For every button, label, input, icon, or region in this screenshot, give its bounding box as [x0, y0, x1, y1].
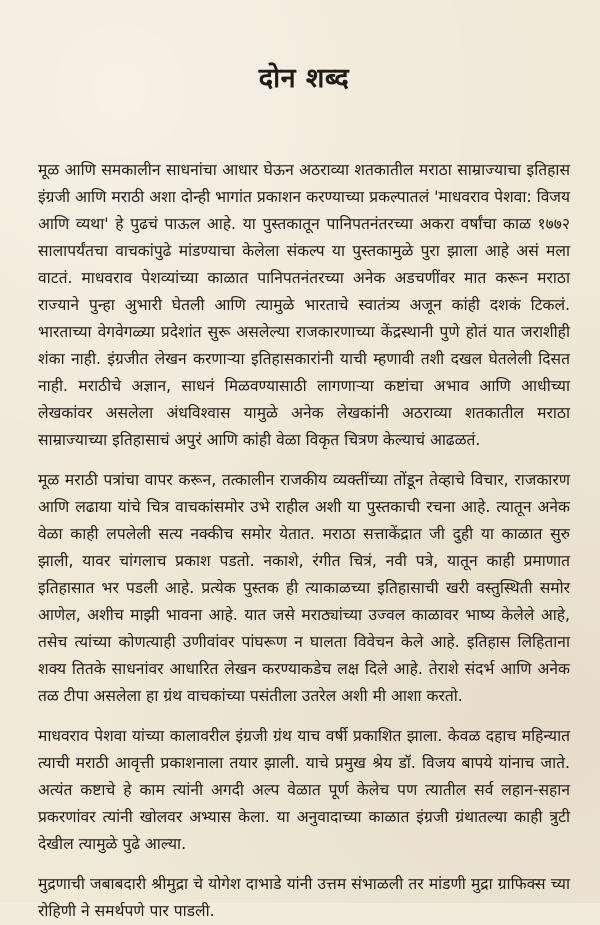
page-title: दोन शब्द [258, 63, 350, 94]
paragraph-3: माधवराव पेशवा यांच्या कालावरील इंग्रजी ग्रंथ याच वर्षी प्रकाशित झाला. केवळ दहाच महिन्यात त्याची मराठी आवृत्ती प्रकाशनाला तयार झाली. याचे प्रमुख श्रेय डॉ. विजय बापये यांनाच जाते. अत्यंत कष्टाचे हे काम त्यांनी अगदी अल्प वेळात पूर्ण केलेच पण त्यातील सर्व लहान-सहान प्रकरणांवर त्यांनी खोलवर अभ्यास केला. या अनुवादाच्या काळात इंग्रजी ग्रंथातल्या काही त्रुटी देखील त्यामुळे पुढे आल्या. [38, 727, 570, 853]
paragraph-2: मूळ मराठी पत्रांचा वापर करून, तत्कालीन राजकीय व्यक्तींच्या तोंडून तेव्हाचे विचार, राजकारण आणि लढाया यांचे चित्र वाचकांसमोर उभे राहील अशी या पुस्तकाची रचना आहे. त्यातून अनेक वेळा काही लपलेली सत्य नक्कीच समोर येतात. मराठा सत्ताकेंद्रात जी दुही या काळात सुरु झाली, यावर चांगलाच प्रकाश पडतो. नकाशे, रंगीत चित्रं, नवी पत्रे, यातून काही प्रमाणात इतिहासात भर पडली आहे. प्रत्येक पुस्तक ही त्याकाळच्या इतिहासाची खरी वस्तुस्थिती समोर आणेल, अशीच माझी भावना आहे. यात जसे मराठ्यांच्या उज्वल काळावर भाष्य केलेले आहे, तसेच त्यांच्या कोणत्याही उणीवांवर पांघरूण न घालता विवेचन केले आहे. इतिहास लिहिताना शक्य तितके साधनांवर आधारित लेखन करण्याकडेच लक्ष दिले आहे. तेराशे संदर्भ आणि अनेक तळ टीपा असलेला हा ग्रंथ वाचकांच्या पसंतीला उतरेल अशी मी आशा करतो. [38, 471, 570, 705]
paragraph-4: मुद्रणाची जबाबदारी श्रीमुद्रा चे योगेश दाभाडे यांनी उत्तम संभाळली तर मांडणी मुद्रा ग्राफिक्स च्या रोहिणी ने समर्थपणे पार पाडली. [38, 875, 570, 920]
paragraph-1: मूळ आणि समकालीन साधनांचा आधार घेऊन अठराव्या शतकातील मराठा साम्राज्याचा इतिहास इंग्रजी आणि मराठी अशा दोन्ही भागांत प्रकाशन करण्याच्या प्रकल्पातलं 'माधवराव पेशवा: विजय आणि व्यथा' हे पुढचं पाऊल आहे. या पुस्तकातून पानिपतनंतरच्या अकरा वर्षांचा काळ १७७२ सालापर्यंतचा वाचकांपुढे मांडण्याचा केलेला संकल्प या पुस्तकामुळे पुरा झाला आहे असं मला वाटतं. माधवराव पेशव्यांच्या काळात पानिपतनंतरच्या अनेक अडचणींवर मात करून मराठा राज्याने पुन्हा अुभारी घेतली आणि त्यामुळे भारताचे स्वातंत्र्य अजून कांही दशकं टिकलं. भारताच्या वेगवेगळ्या प्रदेशांत सुरू असलेल्या राजकारणाच्या केंद्रस्थानी पुणे होतं यात जराशीही शंका नाही. इंग्रजीत लेखन करणाऱ्या इतिहासकारांनी याची म्हणावी तशी दखल घेतलेली दिसत नाही. मराठीचे अज्ञान, साधनं मिळवण्यासाठी लागणाऱ्या कष्टांचा अभाव आणि आधीच्या लेखकांवर असलेला अंधविश्वास यामुळे अनेक लेखकांनी अठराव्या शतकातील मराठा साम्राज्याच्या इतिहासाचं अपुरं आणि कांही वेळा विकृत चित्रण केल्याचं आढळतं. [38, 161, 570, 449]
